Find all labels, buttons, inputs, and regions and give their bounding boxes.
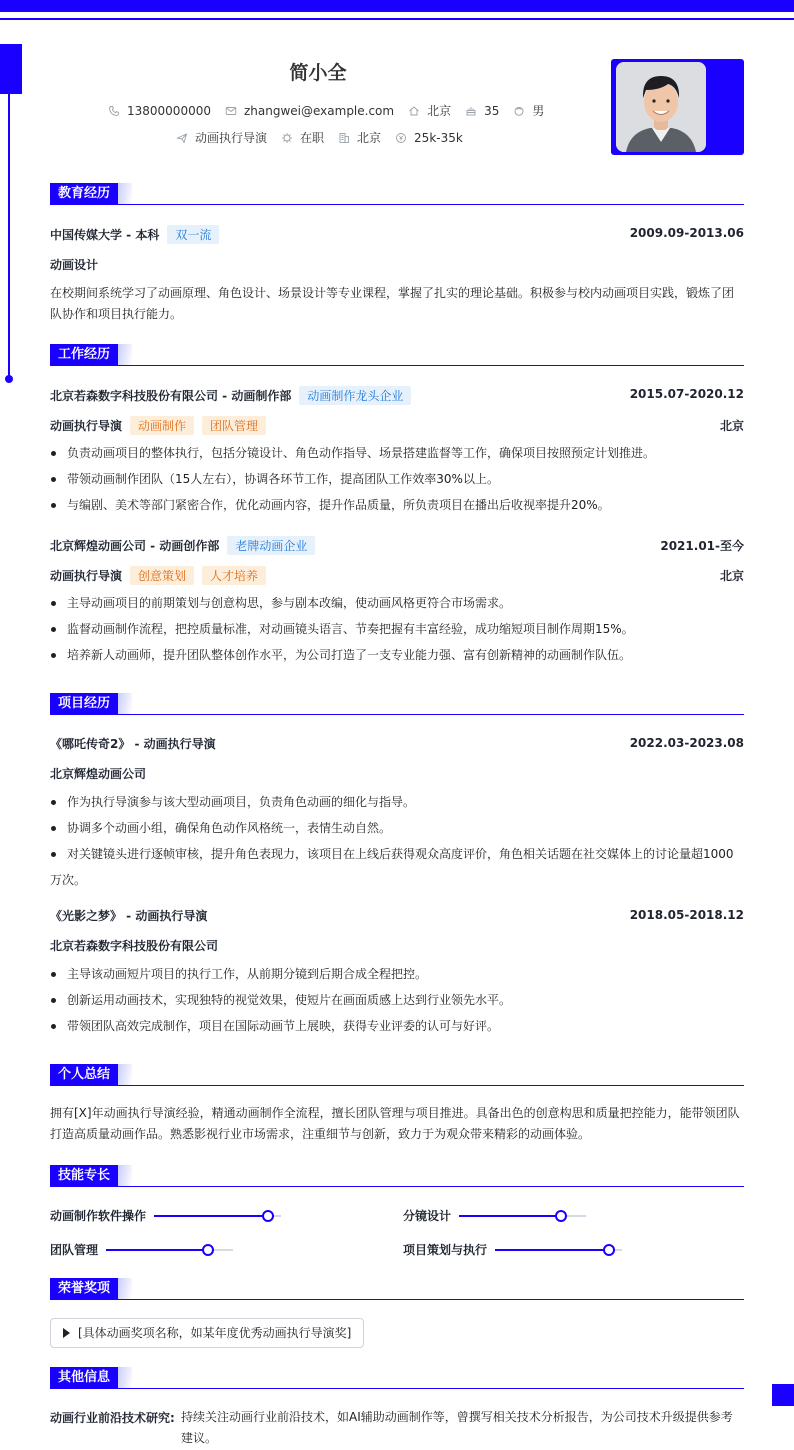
skill-track	[495, 1249, 622, 1251]
section-rule	[50, 1085, 744, 1086]
section-awards	[50, 1278, 744, 1300]
salary-info	[395, 131, 463, 145]
expand-arrow-icon[interactable]	[63, 1328, 70, 1338]
section-title-fade	[118, 1064, 132, 1086]
top-accent-bar	[0, 0, 794, 12]
skill-name: 动画制作软件操作	[50, 1209, 147, 1223]
bullet-item: 主导该动画短片项目的执行工作，从前期分镜到后期合成全程把控。	[50, 961, 744, 987]
skill-name: 项目策划与执行	[403, 1243, 488, 1257]
profile-photo	[616, 62, 706, 152]
work-company: 北京若森数字科技股份有限公司 - 动画制作部	[50, 389, 292, 403]
work-bullets	[50, 590, 744, 668]
bullet-item: 协调多个动画小组，确保角色动作风格统一，表情生动自然。	[50, 815, 744, 841]
money-icon	[395, 132, 407, 144]
skill-fill	[106, 1249, 208, 1251]
skill-item	[403, 1207, 586, 1224]
work-role-line	[50, 416, 266, 435]
avatar-illustration	[616, 62, 706, 152]
status-text: 在职	[300, 131, 325, 145]
top-accent-line	[0, 18, 794, 20]
work-company-tag: 动画制作龙头企业	[299, 386, 411, 405]
section-title-fade	[118, 1165, 132, 1187]
work-bullets	[50, 440, 744, 518]
skill-item	[50, 1241, 233, 1258]
section-education	[50, 183, 744, 205]
section-title-fade	[118, 1367, 132, 1389]
section-title: 个人总结	[50, 1064, 118, 1086]
age-info	[465, 104, 499, 118]
phone-icon	[108, 105, 120, 117]
skill-knob	[555, 1210, 567, 1222]
cake-icon	[465, 105, 477, 117]
work-date: 2021.01-至今	[660, 539, 744, 553]
education-school-line	[50, 225, 219, 244]
left-accent-line	[8, 94, 10, 378]
work-role-tag: 创意策划	[130, 566, 194, 585]
section-rule	[50, 714, 744, 715]
section-title-fade	[118, 183, 132, 205]
bullet-item: 带领团队高效完成制作，项目在国际动画节上展映，获得专业评委的认可与好评。	[50, 1013, 744, 1039]
section-title: 项目经历	[50, 693, 118, 715]
building-icon	[338, 132, 350, 144]
section-title-fade	[118, 1278, 132, 1300]
section-title: 工作经历	[50, 344, 118, 366]
section-work	[50, 344, 744, 366]
award-item[interactable]	[50, 1318, 364, 1348]
bullet-item: 监督动画制作流程，把控质量标准，对动画镜头语言、节奏把握有丰富经验，成功缩短项目制作周期15%。	[50, 616, 744, 642]
section-title: 其他信息	[50, 1367, 118, 1389]
skill-fill	[154, 1215, 268, 1217]
email-info	[225, 104, 394, 118]
job-intent-row	[176, 129, 477, 146]
gender-icon	[513, 105, 525, 117]
section-rule	[50, 1186, 744, 1187]
work-company-line	[50, 386, 411, 405]
section-title: 荣誉奖项	[50, 1278, 118, 1300]
project-company: 北京辉煌动画公司	[50, 767, 147, 781]
bullet-item: 对关键镜头进行逐帧审核，提升角色表现力，该项目在上线后获得观众高度评价，角色相关话题在社交媒体上的讨论量超1000万次。	[50, 841, 744, 893]
skill-item	[403, 1241, 622, 1258]
bullet-item: 与编剧、美术等部门紧密合作，优化动画内容，提升作品质量，所负责项目在播出后收视率提升20%。	[50, 492, 744, 518]
phone-text: 13800000000	[127, 103, 211, 118]
section-skills	[50, 1165, 744, 1187]
project-date: 2022.03-2023.08	[629, 736, 744, 750]
skill-fill	[459, 1215, 561, 1217]
phone-info	[108, 104, 211, 118]
work-role-tag: 人才培养	[202, 566, 266, 585]
education-description: 在校期间系统学习了动画原理、角色设计、场景设计等专业课程，掌握了扎实的理论基础。积极参与校内动画项目实践，锻炼了团队协作和项目执行能力。	[50, 286, 735, 321]
summary-text: 拥有[X]年动画执行导演经验，精通动画制作全流程，擅长团队管理与项目推进。具备出色的创意构思和质量把控能力，能带领团队打造高质量动画作品。熟悉影视行业市场需求，注重细节与创新，致力于为观众带来精彩的动画体验。	[50, 1106, 740, 1141]
target-role-text: 动画执行导演	[195, 131, 268, 145]
other-label: 动画行业前沿技术研究:	[50, 1411, 175, 1425]
send-icon	[176, 132, 188, 144]
project-title: 《光影之梦》 - 动画执行导演	[50, 909, 208, 923]
work-city: 北京	[719, 569, 744, 583]
work-role: 动画执行导演	[50, 419, 123, 433]
section-title: 教育经历	[50, 183, 118, 205]
skill-track	[459, 1215, 586, 1217]
bullet-item: 主导动画项目的前期策划与创意构思，参与剧本改编，使动画风格更符合市场需求。	[50, 590, 744, 616]
project-bullets	[50, 961, 744, 1039]
education-date: 2009.09-2013.06	[629, 226, 744, 240]
skill-track	[154, 1215, 281, 1217]
bullet-item: 创新运用动画技术，实现独特的视觉效果，使短片在画面质感上达到行业领先水平。	[50, 987, 744, 1013]
home-icon	[408, 105, 420, 117]
left-accent-dot	[5, 375, 13, 383]
skill-fill	[495, 1249, 609, 1251]
skill-name: 分镜设计	[403, 1209, 452, 1223]
section-summary	[50, 1064, 744, 1086]
section-projects	[50, 693, 744, 715]
section-rule	[50, 365, 744, 366]
bullet-item: 带领动画制作团队（15人左右），协调各环节工作，提高团队工作效率30%以上。	[50, 466, 744, 492]
section-rule	[50, 204, 744, 205]
project-company: 北京若森数字科技股份有限公司	[50, 939, 219, 953]
gender-text: 男	[532, 104, 545, 118]
section-title: 技能专长	[50, 1165, 118, 1187]
bullet-item: 作为执行导演参与该大型动画项目，负责角色动画的细化与指导。	[50, 789, 744, 815]
section-rule	[50, 1388, 744, 1389]
other-text: 持续关注动画行业前沿技术，如AI辅助动画制作等，曾撰写相关技术分析报告，为公司技术升级提供参考建议。	[181, 1410, 733, 1445]
work-company-tag: 老牌动画企业	[227, 536, 315, 555]
city-info	[408, 102, 451, 119]
work-company-line	[50, 536, 315, 555]
section-title-fade	[118, 344, 132, 366]
section-other	[50, 1367, 744, 1389]
bullet-item: 培养新人动画师，提升团队整体创作水平，为公司打造了一支专业能力强、富有创新精神的动画制作队伍。	[50, 642, 744, 668]
work-role-line	[50, 566, 266, 585]
skill-knob	[202, 1244, 214, 1256]
candidate-name: 简小全	[289, 62, 347, 84]
skill-name: 团队管理	[50, 1243, 99, 1257]
age-text: 35	[484, 103, 500, 118]
skill-item	[50, 1207, 281, 1224]
section-rule	[50, 1299, 744, 1300]
work-company: 北京辉煌动画公司 - 动画创作部	[50, 539, 220, 553]
skill-knob	[262, 1210, 274, 1222]
project-bullets	[50, 789, 744, 893]
education-school: 中国传媒大学 - 本科	[50, 228, 160, 242]
section-title-fade	[118, 693, 132, 715]
gender-info	[513, 102, 544, 119]
target-city-info	[338, 129, 381, 146]
contact-info-row	[108, 102, 558, 119]
city-text: 北京	[427, 104, 452, 118]
work-role-tag: 动画制作	[130, 416, 194, 435]
email-icon	[225, 105, 237, 117]
target-city-text: 北京	[357, 131, 382, 145]
skill-knob	[603, 1244, 615, 1256]
left-accent-block	[0, 44, 22, 94]
work-role: 动画执行导演	[50, 569, 123, 583]
salary-text: 25k-35k	[414, 130, 463, 145]
target-role-info	[176, 129, 267, 146]
education-major: 动画设计	[50, 258, 99, 272]
work-role-tag: 团队管理	[202, 416, 266, 435]
bottom-right-accent-block	[772, 1384, 794, 1406]
project-date: 2018.05-2018.12	[629, 908, 744, 922]
skill-track	[106, 1249, 233, 1251]
work-city: 北京	[719, 419, 744, 433]
project-title: 《哪吒传奇2》 - 动画执行导演	[50, 737, 216, 751]
email-text: zhangwei@example.com	[243, 103, 395, 118]
work-date: 2015.07-2020.12	[629, 387, 744, 401]
award-text: [具体动画奖项名称，如某年度优秀动画执行导演奖]	[78, 1326, 352, 1340]
status-info	[281, 129, 324, 146]
status-icon	[281, 132, 293, 144]
education-tag: 双一流	[167, 225, 219, 244]
bullet-item: 负责动画项目的整体执行，包括分镜设计、角色动作指导、场景搭建监督等工作，确保项目按照预定计划推进。	[50, 440, 744, 466]
